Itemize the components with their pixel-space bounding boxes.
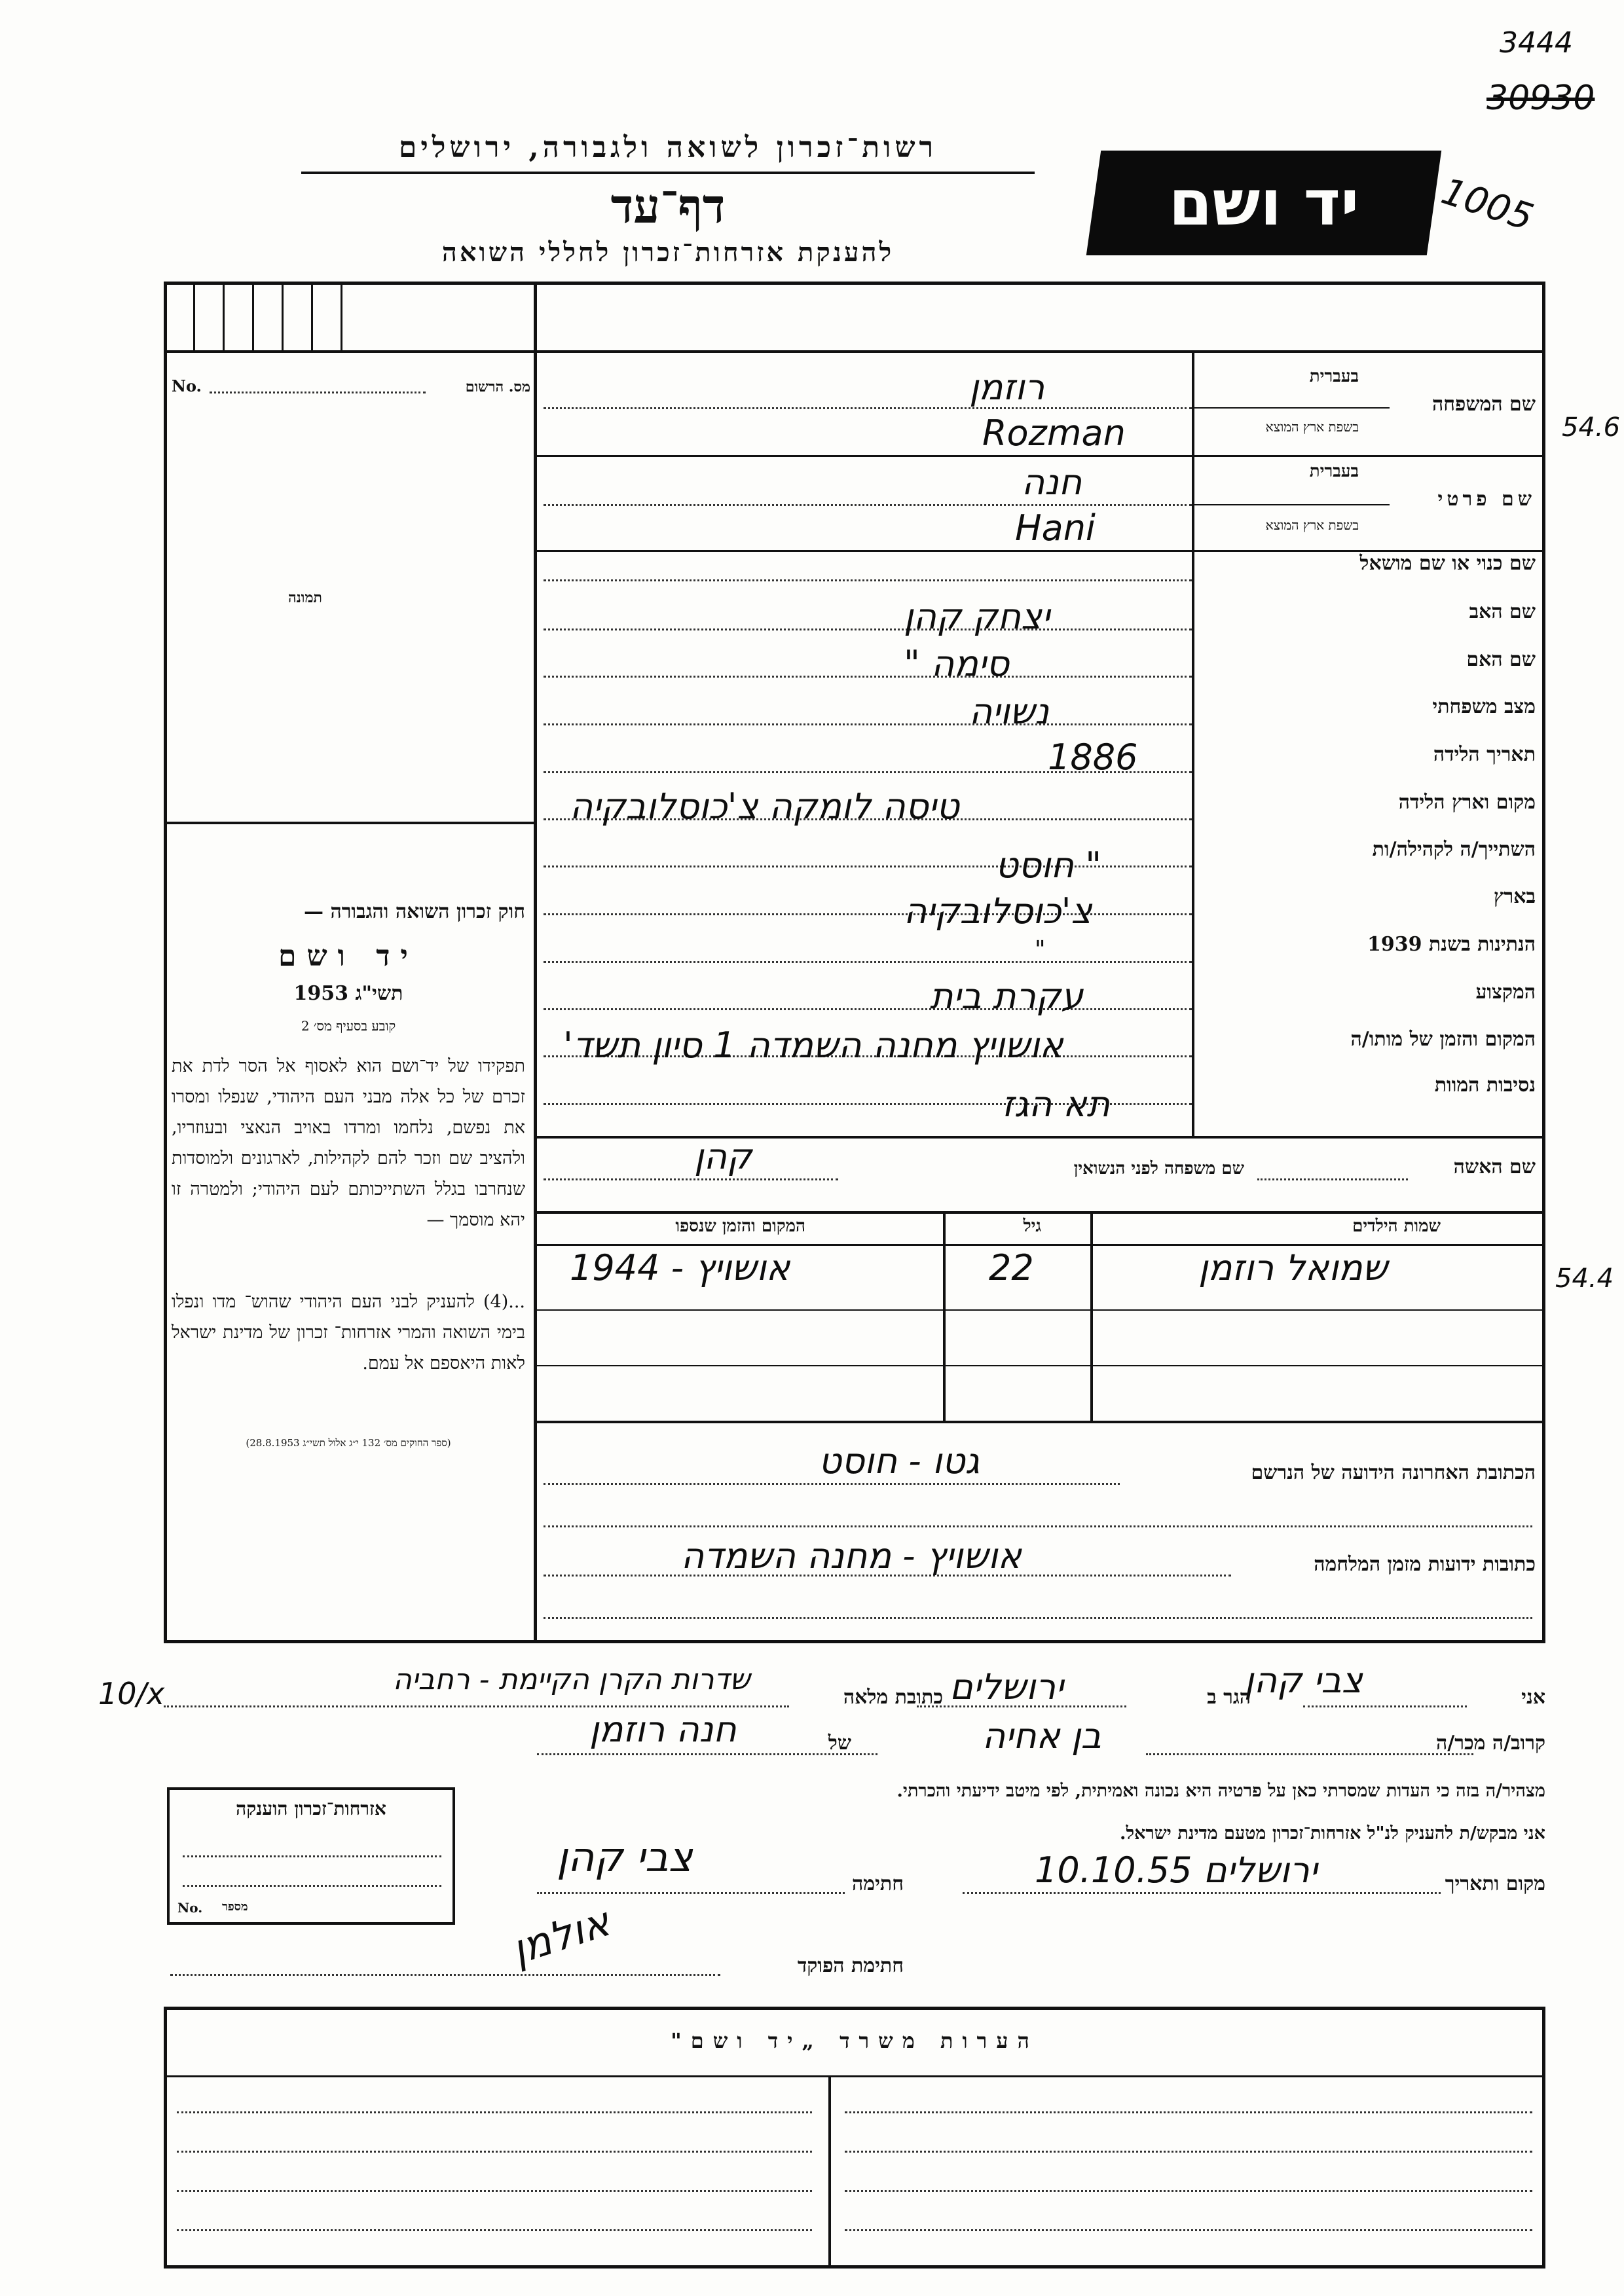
yad-vashem-logo: יד ושם: [1086, 151, 1441, 255]
right-margin-note-1: 54.6: [1562, 412, 1621, 443]
country-value: צ'כוסלובקיה: [904, 890, 1092, 932]
page-subtitle: להענקת אזרחות־זכרון לחללי השואה: [441, 237, 895, 268]
death-reason-value: תא הגז: [1002, 1084, 1110, 1125]
first-name-origin-label: בשפת ארץ המוצא: [1265, 517, 1359, 533]
law-name: יד ושם: [278, 939, 418, 973]
maiden-name-label: שם משפחה לפני הנשואין: [1073, 1159, 1244, 1178]
declarant-i-label: אני: [1521, 1686, 1545, 1709]
place-date-label: מקום ותאריך: [1445, 1872, 1545, 1895]
citizenship-1939-value: ": [1035, 936, 1046, 963]
death-reason-label: נסיבות המוות: [1434, 1074, 1536, 1097]
citizenship-box-title: אזרחות־זכרון הוענקה: [236, 1798, 386, 1819]
first-name-hebrew-value: חנה: [1022, 462, 1082, 503]
citizenship-box-no-label: No.: [177, 1900, 203, 1916]
children-place-header: המקום והזמן שנספו: [675, 1216, 805, 1236]
father-value: יצחק קהן: [904, 596, 1050, 637]
birth-place-value: טיסה לומקה צ'כוסלובקיה: [570, 786, 959, 827]
last-address-value: גטו - חוסט: [819, 1440, 980, 1482]
children-age-header: גיל: [1023, 1216, 1041, 1236]
of-value: חנה רוזמן: [589, 1709, 737, 1750]
residing-label: הגר ב: [1207, 1686, 1251, 1709]
right-margin-note-2: 54.4: [1555, 1264, 1614, 1294]
left-margin-note: 10/x: [98, 1676, 165, 1711]
nickname-label: שם כנוי או שם מושאל: [1359, 552, 1536, 575]
margin-number-stamp: 1005: [1436, 170, 1539, 240]
law-text-1: תפקידו של יד־ושם הוא לאסוף אל הסר לדת את זכרם של כל אלה מבני העם היהודי, שנפלו ומסרו את נפשם, נלחמו ומרדו באויב הנאצי ובעוזריו, ולהציב שם וזכר להם לקהילות, לארגונים ולמוסדות שנחרבו בגלל השתייכותם לעם היהודי; ולמטרה זו יהא מוסמך —: [172, 1056, 525, 1230]
birth-date-value: 1886: [1048, 737, 1138, 778]
citizenship-box-number-label: מספר: [222, 1900, 248, 1914]
margin-number-2: 30930: [1486, 79, 1595, 118]
war-address-label: כתובות ידועות מזמן המלחמה: [1314, 1553, 1536, 1576]
marital-status-value: נשויה: [969, 691, 1049, 732]
child-age-value: 22: [989, 1247, 1034, 1288]
law-reference: (ספר החוקים מס׳ 132 י״ג אלול תשי״ג 28.8.1953): [246, 1437, 451, 1449]
official-signature-value: אולמן: [506, 1897, 616, 1974]
official-signature-label: חתימת הפוקד: [797, 1954, 904, 1977]
death-place-value: אושויץ מחנה השמדה 1 סיון תשד': [563, 1025, 1063, 1066]
citizenship-1939-label: הנתינות בשנת 1939: [1367, 933, 1536, 956]
surname-hebrew-value: רוזמן: [969, 367, 1045, 408]
relation-value: בן אחיה: [982, 1715, 1101, 1757]
reg-no-label: מס. הרשום: [465, 378, 530, 395]
citizenship-granted-box: [167, 1787, 455, 1925]
mother-value: סימה ": [904, 643, 1010, 684]
child-place-value: אושויץ - 1944: [570, 1247, 790, 1288]
signature-label: חתימה: [852, 1872, 904, 1895]
authority-line: רשות־זכרון לשואה ולגבורה, ירושלים: [398, 131, 938, 164]
residing-value: ירושלים: [950, 1666, 1064, 1707]
last-address-label: הכתובת האחרונה הידועה של הנרשם: [1251, 1461, 1536, 1484]
first-name-origin-value: Hani: [1015, 507, 1096, 549]
declarant-name-value: צבי קהן: [1244, 1660, 1363, 1701]
of-label: של: [828, 1732, 851, 1755]
margin-number-1: 3444: [1500, 26, 1573, 60]
law-year: תשי"ג 1953: [293, 982, 403, 1005]
maiden-name-value: קהן: [694, 1136, 752, 1177]
photo-label: תמונה: [288, 589, 322, 606]
remarks-title: הערות משרד „יד ושם": [671, 2028, 1039, 2053]
law-text-2: ...(4) להעניק לבני העם היהודי שהוש־ מדו ונפלו בימי השואה והמרי אזרחות־ זכרון של מדינת ישראל לאות היאספם אל עמם.: [172, 1292, 525, 1374]
law-title: חוק זכרון השואה והגבורה —: [304, 900, 525, 923]
full-address-label: כתובת מלאה: [843, 1686, 943, 1709]
full-address-value: שדרות הקרן הקיימת - רחביה: [393, 1663, 750, 1696]
children-names-header: שמות הילדים: [1352, 1216, 1441, 1236]
first-name-label: שם פרטי: [1437, 488, 1536, 511]
community-label: השתייך/ה לקהילה/ות: [1372, 838, 1536, 861]
no-label: No.: [172, 376, 202, 395]
surname-origin-label: בשפת ארץ המוצא: [1265, 419, 1359, 435]
mother-label: שם האם: [1466, 648, 1536, 671]
first-name-hebrew-label: בעברית: [1309, 462, 1359, 481]
relation-label: קרוב/ה מכר/ה: [1436, 1732, 1545, 1755]
war-address-value: אושויץ - מחנה השמדה: [681, 1535, 1022, 1576]
statement-line-1: מצהיר/ה בזה כי העדות שמסרתי כאן על פרטיה היא נכונה ואמיתית, לפי מיטב ידיעתי והכרתי.: [896, 1781, 1545, 1801]
birth-place-label: מקום וארץ הלידה: [1398, 791, 1536, 814]
statement-line-2: אני מבקש/ת להעניק לנ"ל אזרחות־זכרון מטעם מדינת ישראל.: [1120, 1823, 1545, 1844]
signature-value: צבי קהן: [557, 1833, 693, 1881]
profession-value: עקרת בית: [930, 975, 1084, 1017]
child-name-value: שמואל רוזמן: [1198, 1247, 1388, 1288]
death-place-label: המקום והזמן של מותו/ה: [1350, 1028, 1536, 1051]
marital-status-label: מצב משפחתי: [1432, 695, 1536, 718]
wife-label: שם האשה: [1453, 1156, 1536, 1178]
law-clause: קובע בסעיף מס׳ 2: [301, 1018, 396, 1034]
place-date-value: ירושלים 10.10.55: [1035, 1850, 1318, 1891]
profession-label: המקצוע: [1475, 981, 1536, 1004]
birth-date-label: תאריך הלידה: [1433, 743, 1536, 766]
surname-origin-value: Rozman: [982, 412, 1126, 454]
community-value: " חוסט: [995, 845, 1102, 886]
surname-hebrew-label: בעברית: [1309, 367, 1359, 386]
father-label: שם האב: [1469, 600, 1536, 623]
page-title: דף־עד: [610, 178, 726, 234]
surname-label: שם המשפחה: [1431, 393, 1536, 416]
country-label: בארץ: [1493, 885, 1536, 908]
